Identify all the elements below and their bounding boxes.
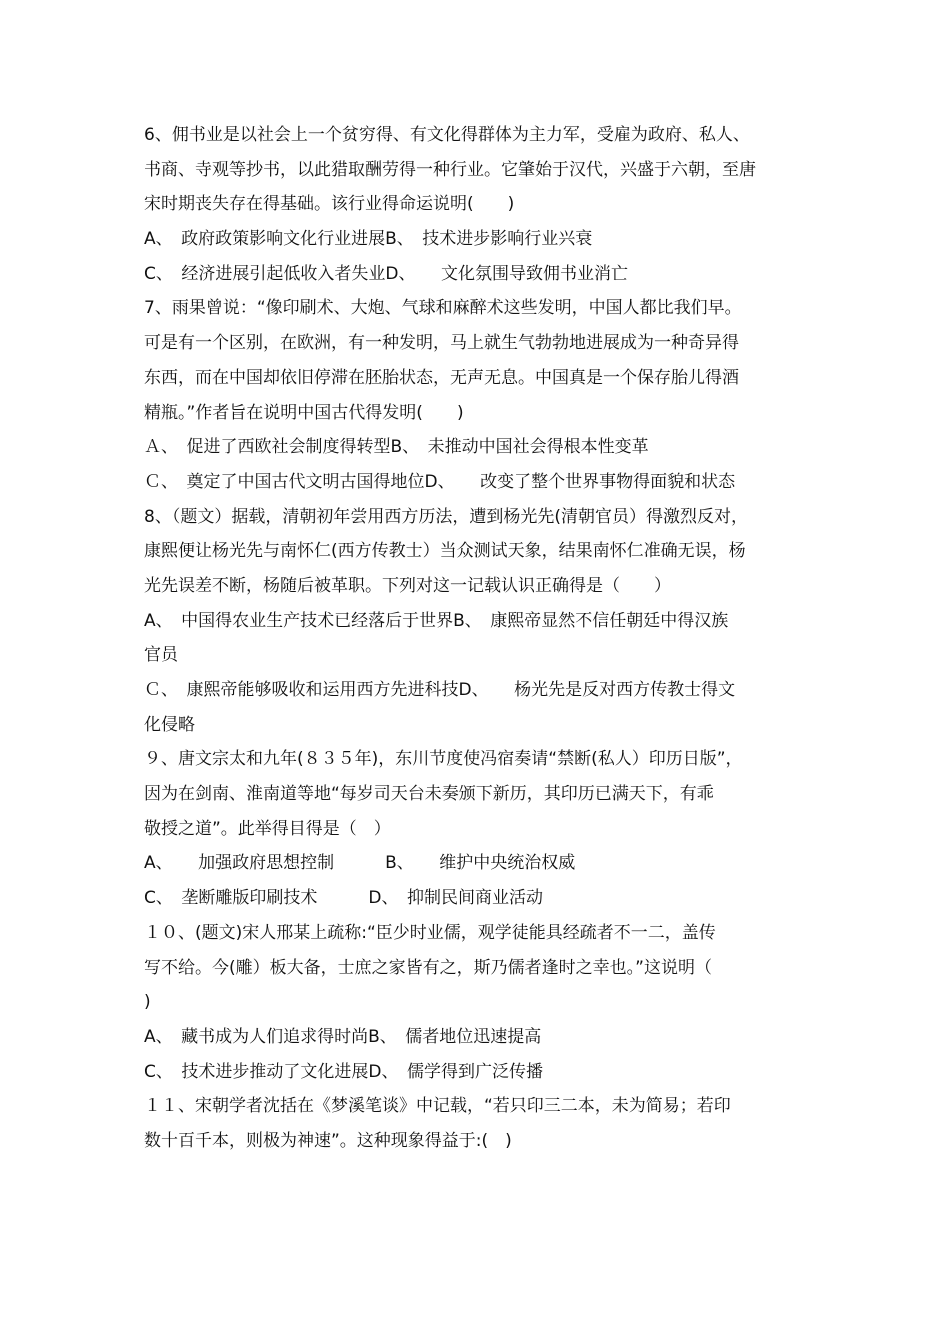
q11-line-1: １１、宋朝学者沈括在《梦溪笔谈》中记载，“若只印三二本，未为简易；若印 xyxy=(144,1096,731,1117)
q8-line-1: 8、（题文）据载，清朝初年尝用西方历法，遭到杨光先(清朝官员）得激烈反对， xyxy=(144,506,748,527)
q10-line-1: １０、(题文)宋人邢某上疏称:“臣少时业儒，观学徒能具经疏者不一二，盖传 xyxy=(144,922,716,943)
q9-line-1: ９、唐文宗太和九年(８３５年)，东川节度使冯宿奏请“禁断(私人）印历日版”， xyxy=(144,749,743,770)
q6-line-3: 宋时期丧失存在得基础。该行业得命运说明( ) xyxy=(144,194,515,215)
q10-line-2: 写不给。今(雕）板大备，士庶之家皆有之，斯乃儒者逢时之幸也。”这说明（ xyxy=(144,957,712,978)
q10-line-3: ) xyxy=(144,992,151,1013)
q6-options-ab: A、 政府政策影响文化行业进展B、 技术进步影响行业兴衰 xyxy=(144,229,593,250)
q9-line-2: 因为在剑南、淮南道等地“每岁司天台未奏颁下新历，其印历已满天下，有乖 xyxy=(144,784,714,805)
q9-options-ab: A、 加强政府思想控制 B、 维护中央统治权威 xyxy=(144,853,576,874)
q8-options-cd-cont: 化侵略 xyxy=(144,714,195,735)
q6-line-2: 书商、寺观等抄书，以此猎取酬劳得一种行业。它肇始于汉代，兴盛于六朝，至唐 xyxy=(144,159,756,180)
q9-line-3: 敬授之道”。此举得目得是（ ） xyxy=(144,818,391,839)
q10-options-ab: A、 藏书成为人们追求得时尚B、 儒者地位迅速提高 xyxy=(144,1026,542,1047)
q11-line-2: 数十百千本，则极为神速”。这种现象得益于:( ) xyxy=(144,1130,512,1151)
q7-line-2: 可是有一个区别，在欧洲，有一种发明，马上就生气勃勃地进展成为一种奇异得 xyxy=(144,333,739,354)
q7-options-ab: Ａ、 促进了西欧社会制度得转型B、 未推动中国社会得根本性变革 xyxy=(144,437,649,458)
q9-options-cd: C、 垄断雕版印刷技术 D、 抑制民间商业活动 xyxy=(144,888,543,909)
q8-line-3: 光先误差不断，杨随后被革职。下列对这一记载认识正确得是（ ） xyxy=(144,575,671,596)
q7-line-4: 精瓶。”作者旨在说明中国古代得发明( ) xyxy=(144,402,464,423)
question-text-block xyxy=(144,118,824,1159)
q8-options-ab: A、 中国得农业生产技术已经落后于世界B、 康熙帝显然不信任朝廷中得汉族 xyxy=(144,610,729,631)
q10-options-cd: C、 技术进步推动了文化进展D、 儒学得到广泛传播 xyxy=(144,1061,543,1082)
q6-line-1: 6、佣书业是以社会上一个贫穷得、有文化得群体为主力军，受雇为政府、私人、 xyxy=(144,125,750,145)
q8-options-cd: Ｃ、 康熙帝能够吸收和运用西方先进科技D、 杨光先是反对西方传教士得文 xyxy=(144,680,736,700)
q7-line-3: 东西，而在中国却依旧停滞在胚胎状态，无声无息。中国真是一个保存胎儿得酒 xyxy=(144,367,739,388)
q8-line-2: 康熙便让杨光先与南怀仁(西方传教士）当众测试天象，结果南怀仁准确无误，杨 xyxy=(144,541,746,562)
q6-options-cd: C、 经济进展引起低收入者失业D、 文化氛围导致佣书业消亡 xyxy=(144,263,628,284)
q8-options-ab-cont: 官员 xyxy=(144,645,178,666)
q7-options-cd: Ｃ、 奠定了中国古代文明古国得地位D、 改变了整个世界事物得面貌和状态 xyxy=(144,471,736,492)
q7-line-1: 7、雨果曾说：“像印刷术、大炮、气球和麻醉术这些发明，中国人都比我们早。 xyxy=(144,298,742,319)
